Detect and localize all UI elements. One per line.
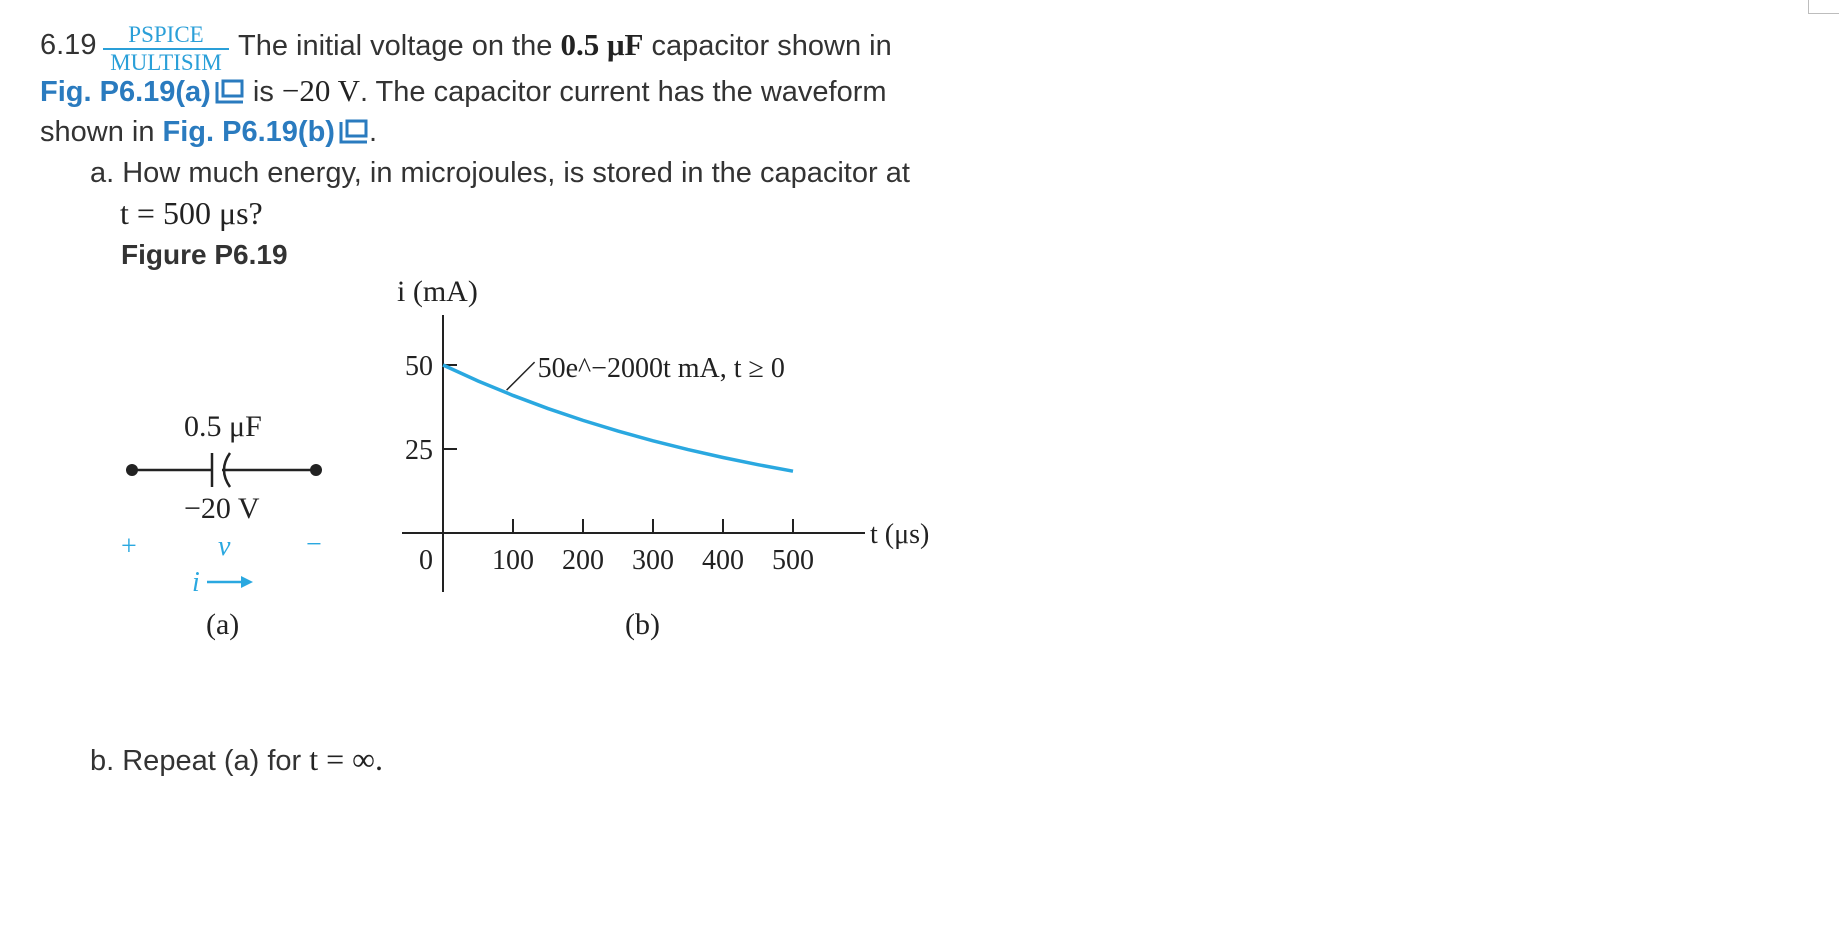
x-tick-label: 200 xyxy=(562,545,604,576)
part-a-condition: t = 500 μs? xyxy=(120,195,263,231)
capacitor-circuit xyxy=(120,445,330,495)
y-tick-label: 25 xyxy=(405,435,433,466)
capacitance-value: 0.5 μF xyxy=(560,27,644,62)
popout-icon[interactable] xyxy=(215,77,245,113)
part-b-question xyxy=(90,741,383,779)
line2-end: . The capacitor current has the waveform xyxy=(359,76,887,108)
line3-end: . xyxy=(368,116,378,148)
pspice-multisim-badge[interactable] xyxy=(103,22,229,76)
y-tick-label: 50 xyxy=(405,351,433,382)
x-tick-label: 500 xyxy=(772,545,814,576)
problem-line-1 xyxy=(40,27,96,63)
circuit-cap-label: 0.5 μF xyxy=(184,410,262,443)
fig-b-link[interactable]: Fig. P6.19(b) xyxy=(162,116,335,148)
problem-line-3 xyxy=(40,114,377,153)
line1-text: The initial voltage on the xyxy=(238,30,553,62)
circuit-minus-sign: − xyxy=(306,529,322,560)
x-tick-label: 0 xyxy=(419,545,433,576)
circuit-plus-sign: + xyxy=(121,531,137,562)
part-b-condition: t = ∞. xyxy=(309,741,383,777)
circuit-sublabel: (a) xyxy=(206,608,240,641)
line2-is: is xyxy=(252,76,274,108)
circuit-v-label: v xyxy=(218,531,231,562)
x-tick-label: 300 xyxy=(632,545,674,576)
problem-line-2 xyxy=(40,73,887,113)
popout-icon[interactable] xyxy=(339,117,369,153)
x-tick-label: 400 xyxy=(702,545,744,576)
problem-line-1-text xyxy=(238,27,892,64)
circuit-voltage-label: −20 V xyxy=(184,492,260,525)
problem-number: 6.19 xyxy=(40,29,97,61)
curve-annotation: 50e^−2000t mA, t ≥ 0 xyxy=(537,353,785,384)
x-tick-label: 100 xyxy=(492,545,534,576)
window-corner-frame xyxy=(1808,0,1839,14)
current-arrow-icon xyxy=(205,572,255,592)
line1-end: capacitor shown in xyxy=(651,30,892,62)
badge-bottom: MULTISIM xyxy=(103,48,229,76)
figure-title: Figure P6.19 xyxy=(121,239,288,270)
annotation-leader xyxy=(507,362,535,390)
badge-top: PSPICE xyxy=(128,22,204,47)
line3-start: shown in xyxy=(40,116,155,148)
fig-a-link[interactable]: Fig. P6.19(a) xyxy=(40,76,211,108)
current-waveform-chart xyxy=(380,300,960,630)
circuit-i-label: i xyxy=(192,567,200,598)
part-b-text: b. Repeat (a) for xyxy=(90,745,302,777)
initial-voltage: −20 V xyxy=(281,73,360,108)
chart-sublabel: (b) xyxy=(625,608,660,641)
chart-ylabel: i (mA) xyxy=(397,275,478,308)
part-a-question: a. How much energy, in microjoules, is stored in the capacitor at xyxy=(90,157,910,189)
chart-xlabel: t (μs) xyxy=(870,519,930,550)
